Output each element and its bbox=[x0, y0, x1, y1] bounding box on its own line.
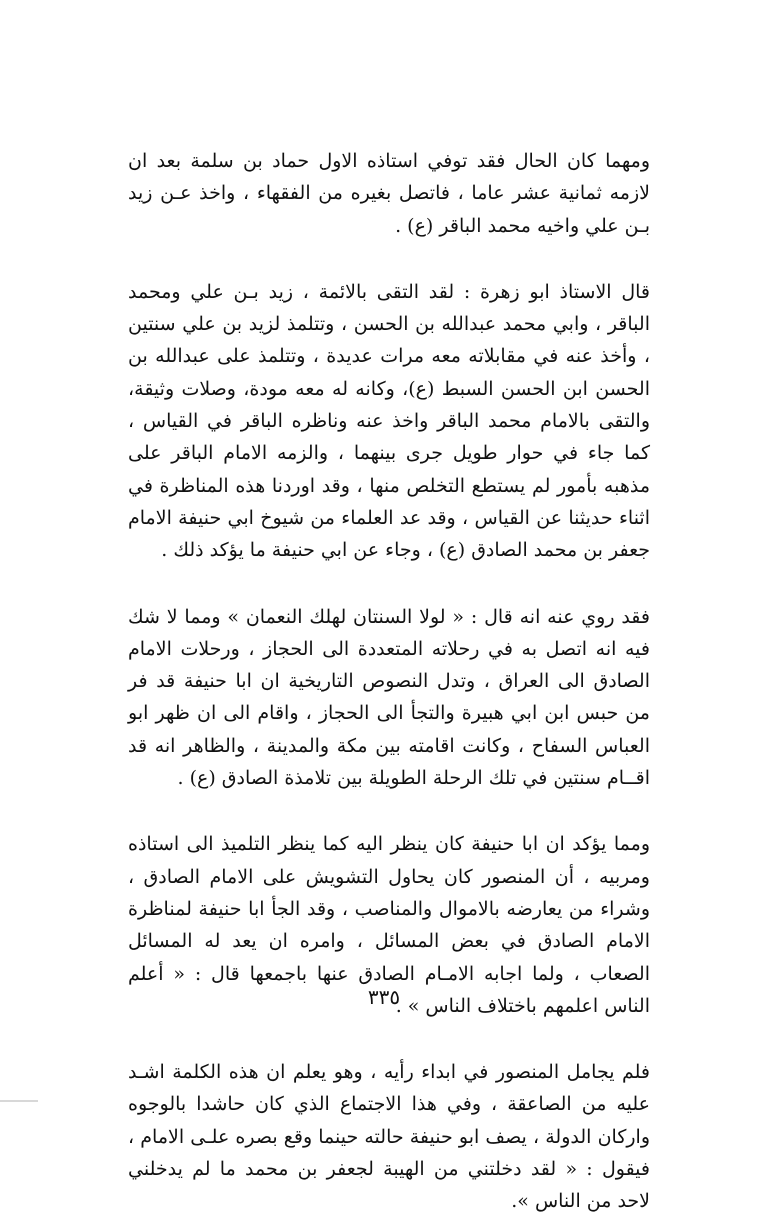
paragraph-4: ومما يؤكد ان ابا حنيفة كان ينظر اليه كما ينظر التلميذ الى استاذه ومربيه ، أن المنصور كان يحاول التشويش على الامام الصادق ، وشراء من يعارضه بالاموال والمناصب ، وقد الجأ ابا حنيفة لمناظرة الامام الصادق في بعض المسائل ، وامره ان يعد له المسائل الصعاب ، ولما اجابه الامـام الصادق عنها باجمعها قال : « أعلم الناس اعلمهم باختلاف الناس » . bbox=[128, 833, 650, 1017]
paragraph-gap bbox=[128, 794, 650, 828]
paragraph-2: قال الاستاذ ابو زهرة : لقد التقى بالائمة ، زيد بـن علي ومحمد الباقر ، وابي محمد عبدالله بن الحسن ، وتتلمذ لزيد بن علي سنتين ، وأخذ عنه في مقابلاته معه مرات عديدة ، وتتلمذ على عبدالله بن الحسن ابن الحسن السبط (ع)، وكانه له معه مودة، وصلات وثيقة، والتقى بالامام محمد الباقر واخذ عنه وناظره الباقر في القياس ، كما جاء في حوار طويل جرى بينهما ، والزمه الامام الباقر على مذهبه بأمور لم يستطع التخلص منها ، وقد اوردنا هذه المناظرة في اثناء حديثنا عن القياس ، وقد عد العلماء من شيوخ ابي حنيفة الامام جعفر بن محمد الصادق (ع) ، وجاء عن ابي حنيفة ما يؤكد ذلك . bbox=[128, 280, 650, 562]
body-text bbox=[128, 145, 650, 1218]
paragraph-3: فقد روي عنه انه قال : « لولا السنتان لهلك النعمان » ومما لا شك فيه انه اتصل به في رحلاته المتعددة الى الحجاز ، ورحلات الامام الصادق الى العراق ، وتدل النصوص التاريخية ان ابا حنيفة قد فر من حبس ابن ابي هبيرة والتجأ الى الحجاز ، واقام الى ان ظهر ابو العباس السفاح ، وكانت اقامته بين مكة والمدينة ، والظاهر انه قد اقــام سنتين في تلك الرحلة الطويلة بين تلامذة الصادق (ع) . bbox=[128, 605, 650, 790]
paragraph-gap bbox=[128, 1022, 650, 1056]
page-number: ٣٣٥ bbox=[367, 985, 401, 1009]
paragraph-5: فلم يجامل المنصور في ابداء رأيه ، وهو يعلم ان هذه الكلمة اشـد عليه من الصاعقة ، وفي هذا الاجتماع الذي كان حاشدا بالوجوه واركان الدولة ، يصف ابو حنيفة حالته حينما وقع بصره علـى الامام ، فيقول : « لقد دخلتني من الهيبة لجعفر بن محمد ما لم يدخلني لاحد من الناس ». bbox=[128, 1061, 650, 1213]
paragraph-1: ومهما كان الحال فقد توفي استاذه الاول حماد بن سلمة بعد ان لازمه ثمانية عشر عاما ، فاتصل بغيره من الفقهاء ، واخذ عـن زيد بـن علي واخيه محمد الباقر (ع) . bbox=[128, 150, 650, 237]
paragraph-gap bbox=[128, 242, 650, 276]
paragraph-gap bbox=[128, 567, 650, 601]
